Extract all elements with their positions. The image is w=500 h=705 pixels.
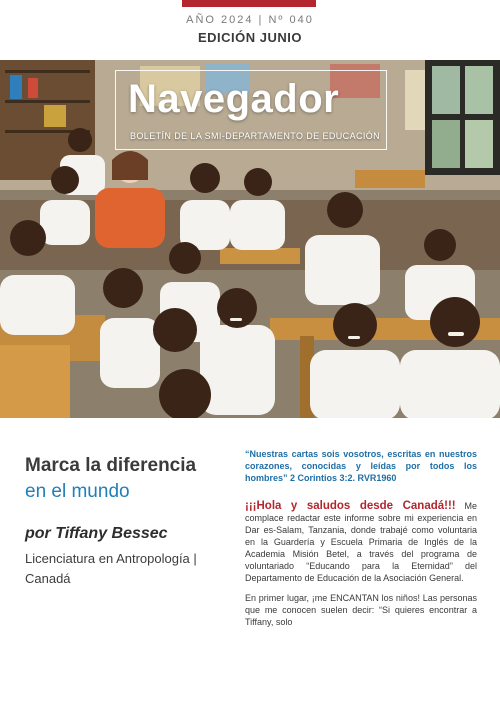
issue-line: AÑO 2024 | Nº 040 [186,14,314,26]
paragraph-2: En primer lugar, ¡me ENCANTAN los niños! Las personas que me conocen suelen decir: “Si quieres encontrar a Tiffany, solo [245,593,477,627]
edition-label: EDICIÓN JUNIO [197,30,302,45]
newsletter-title: Navegador [128,77,340,121]
headline-line-2: en el mundo [25,481,130,502]
headline-line-1: Marca la diferencia [25,455,197,476]
newsletter-subtitle: BOLETÍN DE LA SMI-DEPARTAMENTO DE EDUCACIÓN [130,131,381,141]
paragraph-1-text: Me complace redactar este informe sobre mi experiencia en Dar es-Salam, Tanzania, donde trabajé como voluntaria en la Guardería y Escuela Primaria de Inglés de la Academia Misión Betel, a través del programa de voluntariado “Educando para la Eternidad” del Departamento de Educación de la Asociación General. [245,501,477,583]
article-header [25,455,225,589]
bible-quote: “Nuestras cartas sois vosotros, escritas en nuestros corazones, conocidas y leídas por todos los hombres” 2 Corintios 3:2. RVR1960 [245,449,477,483]
masthead-frame [115,70,387,150]
intro-paragraph [245,500,477,584]
top-accent-bar [182,0,316,7]
author-byline: por Tiffany Bessec [25,525,168,542]
author-role: Licenciatura en Antropología | Canadá [25,551,197,586]
article-body [245,448,477,628]
greeting-text: ¡¡¡Hola y saludos desde Canadá!!! [245,500,456,512]
